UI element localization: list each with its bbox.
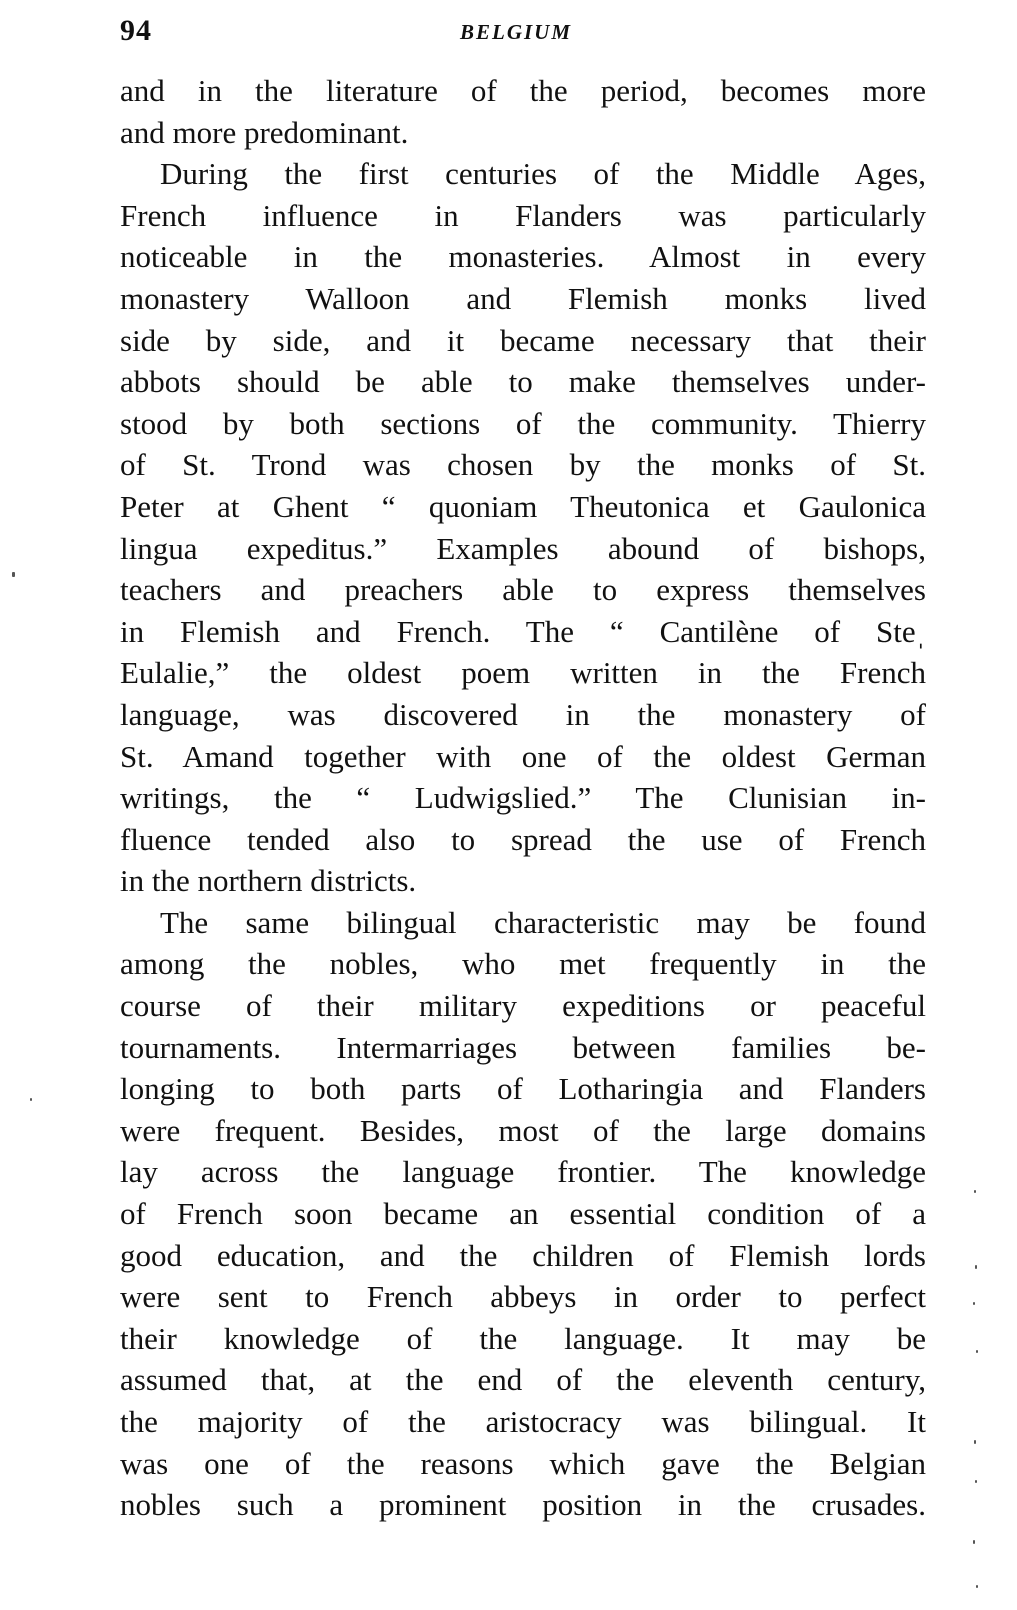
text-line: among the nobles, who met frequently in the [120,946,926,982]
text-line: in the northern districts. [120,863,417,899]
text-line: Eulalie,” the oldest poem written in the French [120,655,926,691]
text-line: monastery Walloon and Flemish monks lived [120,280,926,316]
text-line: and more predominant. [120,114,409,150]
scan-speck [975,1265,977,1269]
scan-speck [974,1190,976,1193]
text-line: was one of the reasons which gave the Belgian [120,1445,926,1481]
text-line: noticeable in the monasteries. Almost in every [120,239,926,275]
scan-speck [973,1540,975,1544]
text-line: were sent to French abbeys in order to perfect [120,1279,926,1315]
scan-speck [976,1585,978,1588]
text-line: their knowledge of the language. It may be [120,1320,926,1356]
scan-speck [30,1098,32,1101]
scan-speck [975,1480,977,1483]
text-line: in Flemish and French. The “ Cantilène of Steˌ [120,613,926,649]
text-line: French influence in Flanders was particularly [120,197,926,233]
text-line: language, was discovered in the monastery of [120,696,926,732]
text-line: fluence tended also to spread the use of French [120,821,926,857]
running-title: BELGIUM [460,20,573,44]
body-text [120,70,926,1526]
scan-speck [12,572,15,577]
text-line: of French soon became an essential condition of a [120,1196,926,1232]
text-line: side by side, and it became necessary that their [120,322,926,358]
scan-speck [976,1350,978,1353]
text-line: abbots should be able to make themselves under- [120,364,926,400]
page-number: 94 [120,14,152,47]
text-line: assumed that, at the end of the eleventh century, [120,1362,926,1398]
scan-speck [973,1302,975,1305]
text-line: writings, the “ Ludwigslied.” The Clunisian in- [120,780,926,816]
text-line: of St. Trond was chosen by the monks of St. [120,447,926,483]
paragraph-first-line: The same bilingual characteristic may be found [160,904,926,940]
text-line: lingua expeditus.” Examples abound of bishops, [120,530,926,566]
text-line: good education, and the children of Flemish lords [120,1237,926,1273]
text-line: longing to both parts of Lotharingia and Flanders [120,1071,926,1107]
scan-speck [974,1440,976,1444]
text-line: St. Amand together with one of the oldest German [120,738,926,774]
running-head [120,14,926,54]
text-line: nobles such a prominent position in the crusades. [120,1487,926,1523]
text-line: teachers and preachers able to express themselves [120,572,926,608]
text-line: stood by both sections of the community. Thierry [120,405,926,441]
text-line: the majority of the aristocracy was bilingual. It [120,1404,926,1439]
paragraph-first-line: During the first centuries of the Middle Ages, [160,156,926,192]
text-line: tournaments. Intermarriages between families be- [120,1029,926,1065]
text-line: were frequent. Besides, most of the large domains [120,1112,926,1148]
text-line: Peter at Ghent “ quoniam Theutonica et Gaulonica [120,488,926,524]
text-line: lay across the language frontier. The knowledge [120,1154,926,1190]
text-line: and in the literature of the period, becomes more [120,73,926,108]
text-line: course of their military expeditions or peaceful [120,988,926,1024]
